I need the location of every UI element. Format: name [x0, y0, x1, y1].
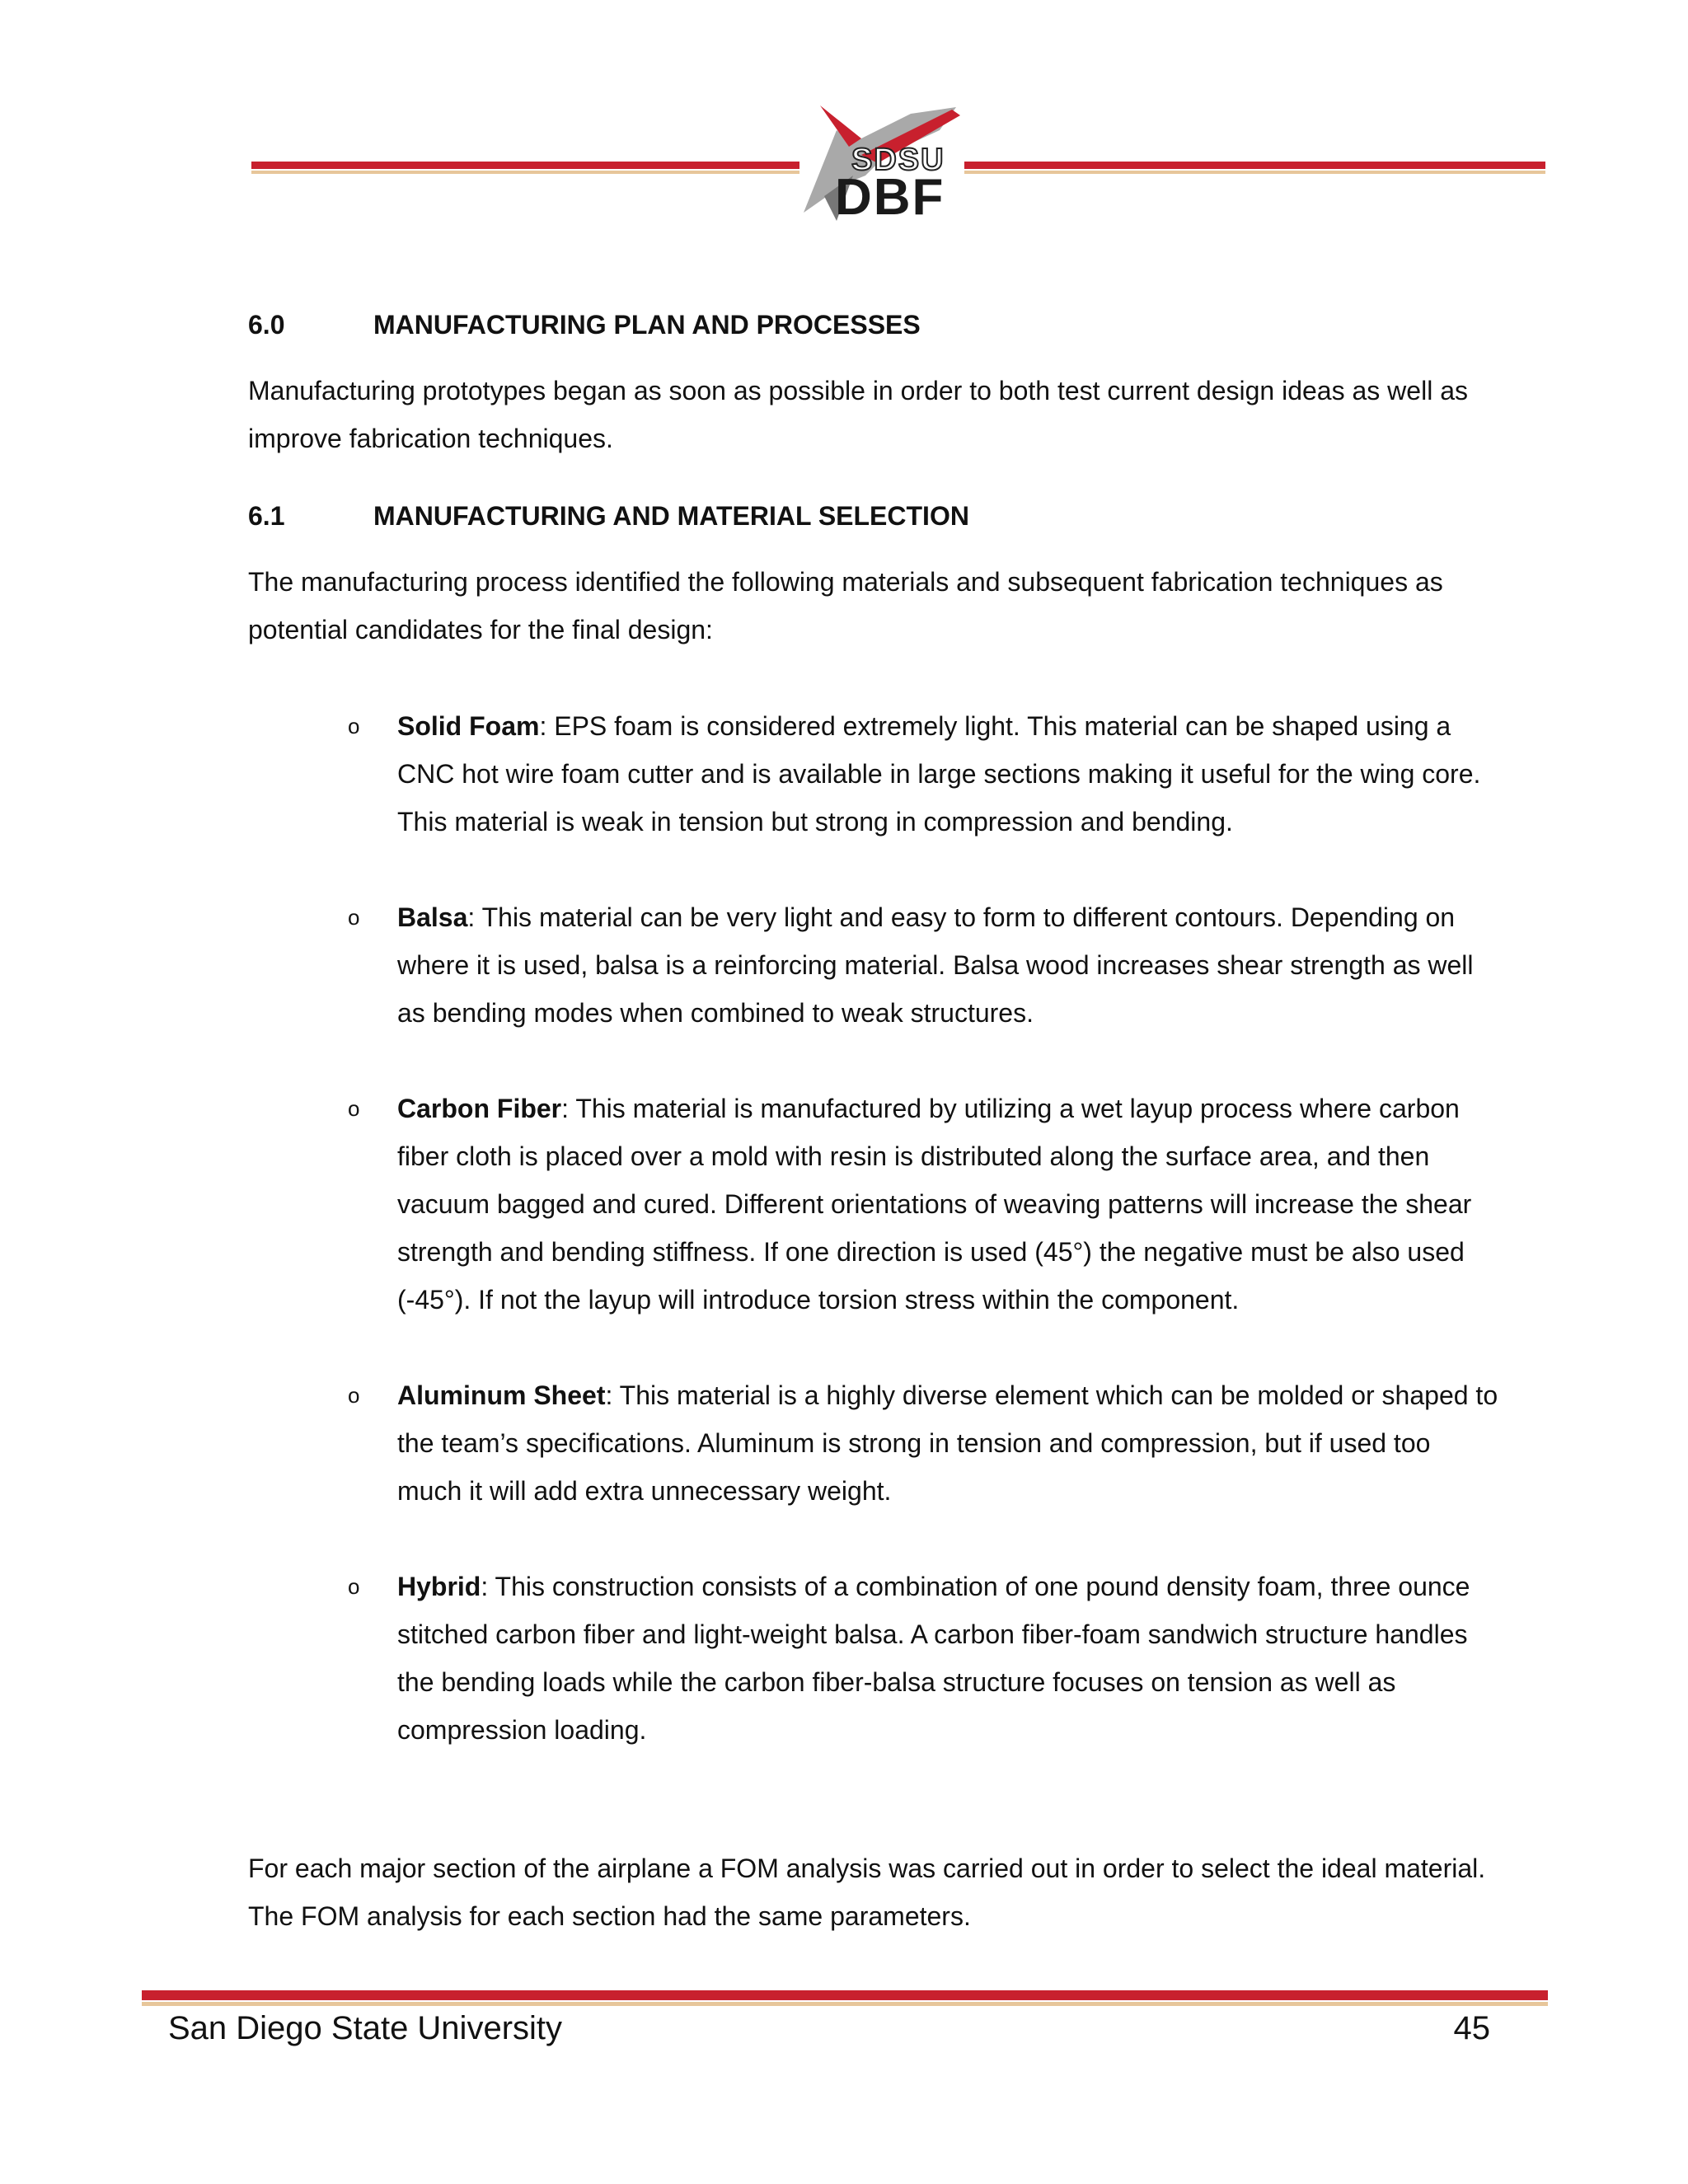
bullet-icon: o	[348, 1574, 360, 1599]
material-description: : EPS foam is considered extremely light. This material can be shaped using a CNC hot wire foam cutter and is available in large sections making it useful for the wing core. This material is weak in tension but strong in compression and bending.	[397, 711, 1481, 837]
section-heading-6-1	[248, 499, 969, 532]
footer-rule	[142, 1990, 1548, 2006]
material-description: : This material is a highly diverse element which can be molded or shaped to the team’s specifications. Aluminum is strong in tension and compression, but if used too much it will add extra unnecessary weight.	[397, 1380, 1498, 1506]
section-number: 6.1	[248, 501, 285, 531]
bullet-icon: o	[348, 1383, 360, 1408]
material-term: Carbon Fiber	[397, 1094, 562, 1123]
bullet-icon: o	[348, 905, 360, 930]
header-rule-left	[251, 162, 799, 174]
logo-text-top: SDSU	[851, 143, 945, 177]
material-term: Balsa	[397, 902, 468, 932]
logo-text-bottom: DBF	[835, 169, 945, 226]
closing-paragraph: For each major section of the airplane a FOM analysis was carried out in order to select the ideal material. The FOM analysis for each section had the same parameters.	[248, 1854, 1486, 1931]
material-description: : This material is manufactured by utilizing a wet layup process where carbon fiber cloth is placed over a mold with resin is distributed along the surface area, and then vacuum bagged and cured. Different orientations of weaving patterns will increase the shear strength and bending stiffness. If one direction is used (45°) the negative must be also used (-45°). If not the layup will introduce torsion stress within the component.	[397, 1094, 1472, 1315]
page-number: 45	[1453, 2010, 1490, 2046]
section-6-0-paragraph: Manufacturing prototypes began as soon as possible in order to both test current design ideas as well as improve fabrication techniques.	[248, 376, 1468, 453]
header-rule-right	[964, 162, 1545, 174]
list-item-carbon-fiber	[348, 1085, 1502, 1324]
list-item-hybrid	[348, 1563, 1502, 1754]
section-6-1-paragraph: The manufacturing process identified the following materials and subsequent fabrication techniques as potential candidates for the final design:	[248, 567, 1443, 644]
list-item-balsa	[348, 893, 1502, 1037]
section-title: MANUFACTURING AND MATERIAL SELECTION	[373, 501, 969, 531]
bullet-icon: o	[348, 714, 360, 738]
material-term: Solid Foam	[397, 711, 540, 741]
list-item-solid-foam	[348, 702, 1502, 846]
material-description: : This material can be very light and easy to form to different contours. Depending on where it is used, balsa is a reinforcing material. Balsa wood increases shear strength as well as bending modes when combined to weak structures.	[397, 902, 1474, 1028]
material-term: Hybrid	[397, 1572, 481, 1601]
list-item-aluminum-sheet	[348, 1371, 1502, 1515]
material-description: : This construction consists of a combination of one pound density foam, three ounce stitched carbon fiber and light-weight balsa. A carbon fiber-foam sandwich structure handles the bending loads while the carbon fiber-balsa structure focuses on tension as well as compression loading.	[397, 1572, 1470, 1745]
materials-list	[348, 702, 1502, 1802]
section-heading-6-0	[248, 308, 921, 341]
material-term: Aluminum Sheet	[397, 1380, 606, 1410]
section-title: MANUFACTURING PLAN AND PROCESSES	[373, 310, 921, 340]
footer-organization: San Diego State University	[168, 2010, 563, 2046]
bullet-icon: o	[348, 1096, 360, 1121]
sdsu-dbf-logo	[787, 97, 985, 237]
section-number: 6.0	[248, 310, 285, 340]
